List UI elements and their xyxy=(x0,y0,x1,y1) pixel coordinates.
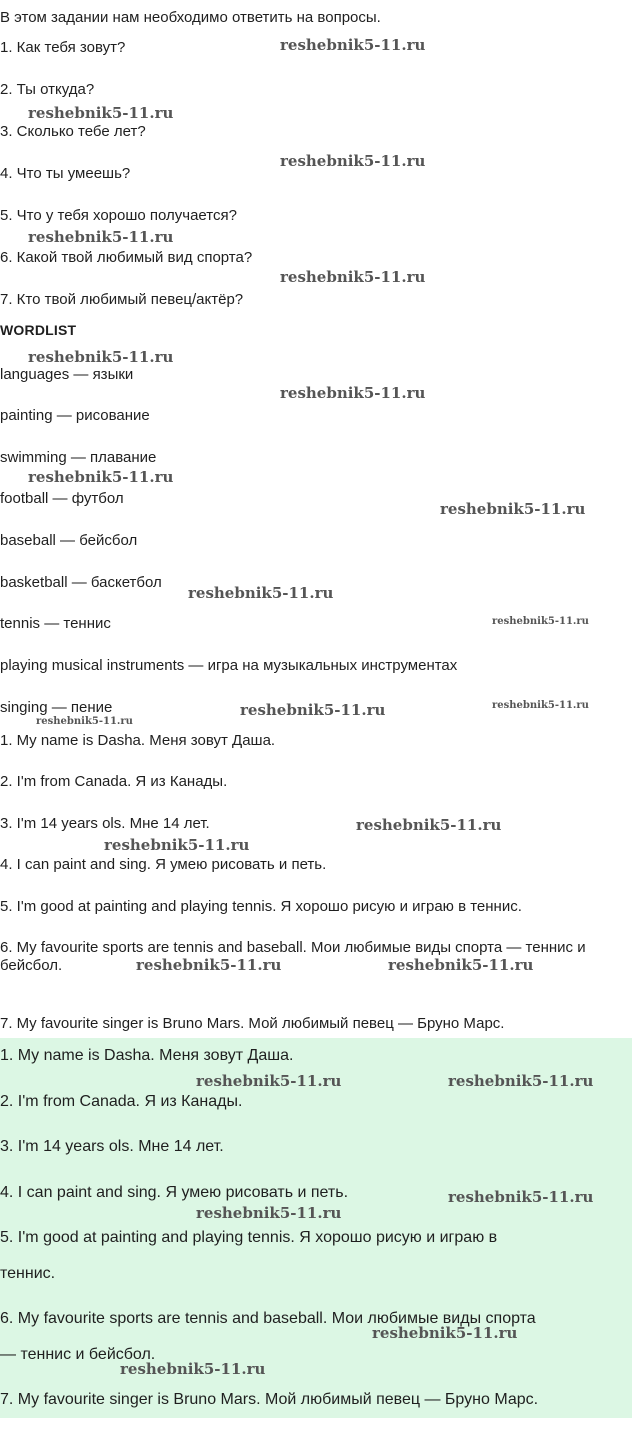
watermark: reshebnik5-11.ru xyxy=(448,1188,594,1206)
answer-green-5-cont: теннис. xyxy=(0,1265,56,1282)
wordlist-item: singing — пение xyxy=(0,699,113,716)
watermark: reshebnik5-11.ru xyxy=(280,152,426,170)
answer-green-2: 2. I'm from Canada. Я из Канады. xyxy=(0,1093,243,1110)
watermark: reshebnik5-11.ru xyxy=(356,816,502,834)
intro-text: В этом задании нам необходимо ответить на вопросы. xyxy=(0,9,381,26)
watermark: reshebnik5-11.ru xyxy=(136,956,282,974)
watermark: reshebnik5-11.ru xyxy=(104,836,250,854)
watermark: reshebnik5-11.ru xyxy=(440,500,586,518)
watermark: reshebnik5-11.ru xyxy=(196,1204,342,1222)
answer-green-1: 1. My name is Dasha. Меня зовут Даша. xyxy=(0,1047,294,1064)
answer-green-3: 3. I'm 14 years ols. Мне 14 лет. xyxy=(0,1138,224,1155)
wordlist-item: languages — языки xyxy=(0,366,134,383)
answer-green-6-cont: — теннис и бейсбол. xyxy=(0,1346,156,1363)
answer-4: 4. I can paint and sing. Я умею рисовать и петь. xyxy=(0,856,327,873)
watermark: reshebnik5-11.ru xyxy=(28,468,174,486)
answer-green-7: 7. My favourite singer is Bruno Mars. Мой любимый певец — Бруно Марс. xyxy=(0,1391,539,1408)
answer-5: 5. I'm good at painting and playing tennis. Я хорошо рисую и играю в теннис. xyxy=(0,898,522,915)
watermark: reshebnik5-11.ru xyxy=(280,268,426,286)
wordlist-item: painting — рисование xyxy=(0,407,150,424)
watermark: reshebnik5-11.ru xyxy=(280,36,426,54)
answer-2: 2. I'm from Canada. Я из Канады. xyxy=(0,773,228,790)
wordlist-item: baseball — бейсбол xyxy=(0,532,138,549)
watermark: reshebnik5-11.ru xyxy=(240,701,386,719)
answer-green-6: 6. My favourite sports are tennis and baseball. Мои любимые виды спорта xyxy=(0,1310,536,1327)
watermark: reshebnik5-11.ru xyxy=(372,1324,518,1342)
watermark: reshebnik5-11.ru xyxy=(196,1072,342,1090)
watermark: reshebnik5-11.ru xyxy=(492,700,589,711)
question-6: 6. Какой твой любимый вид спорта? xyxy=(0,249,253,266)
watermark: reshebnik5-11.ru xyxy=(120,1360,266,1378)
answer-6: 6. My favourite sports are tennis and baseball. Мои любимые виды спорта — теннис и бейсбол. xyxy=(0,939,586,974)
watermark: reshebnik5-11.ru xyxy=(28,104,174,122)
wordlist-item: swimming — плавание xyxy=(0,449,157,466)
wordlist-title: WORDLIST xyxy=(0,322,77,338)
question-7: 7. Кто твой любимый певец/актёр? xyxy=(0,291,244,308)
wordlist-item: basketball — баскетбол xyxy=(0,574,162,591)
watermark: reshebnik5-11.ru xyxy=(280,384,426,402)
watermark: reshebnik5-11.ru xyxy=(188,584,334,602)
watermark: reshebnik5-11.ru xyxy=(36,716,133,727)
watermark: reshebnik5-11.ru xyxy=(388,956,534,974)
watermark: reshebnik5-11.ru xyxy=(448,1072,594,1090)
answer-7: 7. My favourite singer is Bruno Mars. Мой любимый певец — Бруно Марс. xyxy=(0,1015,505,1032)
watermark: reshebnik5-11.ru xyxy=(492,616,589,627)
wordlist-item: tennis — теннис xyxy=(0,615,111,632)
question-3: 3. Сколько тебе лет? xyxy=(0,123,146,140)
question-5: 5. Что у тебя хорошо получается? xyxy=(0,207,237,224)
question-4: 4. Что ты умеешь? xyxy=(0,165,131,182)
answer-green-4: 4. I can paint and sing. Я умею рисовать и петь. xyxy=(0,1184,349,1201)
wordlist-item: football — футбол xyxy=(0,490,124,507)
watermark: reshebnik5-11.ru xyxy=(28,348,174,366)
watermark: reshebnik5-11.ru xyxy=(28,228,174,246)
question-2: 2. Ты откуда? xyxy=(0,81,95,98)
answer-1: 1. My name is Dasha. Меня зовут Даша. xyxy=(0,732,276,749)
wordlist-item: playing musical instruments — игра на музыкальных инструментах xyxy=(0,657,458,674)
question-1: 1. Как тебя зовут? xyxy=(0,39,126,56)
answer-3: 3. I'm 14 years ols. Мне 14 лет. xyxy=(0,815,210,832)
answer-green-5: 5. I'm good at painting and playing tennis. Я хорошо рисую и играю в xyxy=(0,1229,498,1246)
